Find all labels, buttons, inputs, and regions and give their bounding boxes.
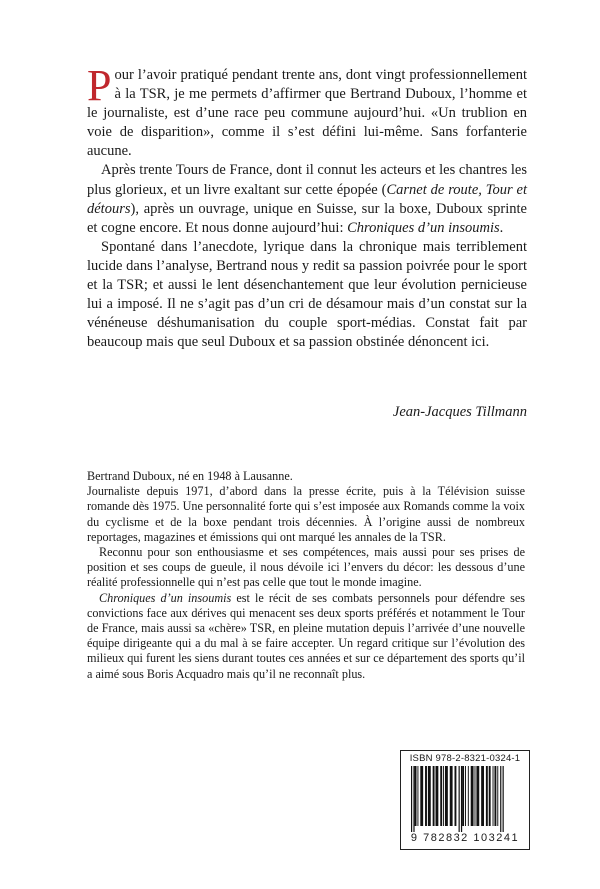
bio-paragraph-book: [87, 591, 525, 682]
bio-paragraph-career: Journaliste depuis 1971, d’abord dans la presse écrite, puis à la Télévision suisse romande dès 1975. Une personnalité forte qui s’est imposée aux Romands comme la voix du cyclisme et de la boxe pendant trois décennies. À l’origine aussi de nombreux reportages, magazines et émissions qui ont marqué les annales de la TSR.: [87, 484, 525, 544]
review-paragraph-1: [87, 61, 527, 161]
review-paragraph-2: [87, 161, 527, 237]
barcode-icon: [405, 766, 525, 832]
barcode-digits: 9 782832 103241: [410, 832, 520, 844]
review-text: [87, 61, 527, 352]
isbn-barcode-box: [400, 750, 530, 850]
review-p2-text-a: Après trente Tours de France, dont il connut les acteurs et les chantres les plus glorieux, et un livre exaltant sur cette épopée (: [87, 162, 527, 198]
review-paragraph-3: Spontané dans l’anecdote, lyrique dans la chronique mais terriblement lucide dans l’analyse, Bertrand nous y redit sa passion poivrée pour le sport et la TSR; et aussi le lent désenchantement que leur évolution pernicieuse lui a imposé. Il ne s’agit pas d’un cri de désamour mais d’un constat sur la vénéneuse déshumanisation du couple sport-médias. Constat fait par beaucoup mais que seul Duboux et sa passion obstinée dénoncent ici.: [87, 238, 527, 351]
book-title-chroniques: Chroniques d’un insoumis: [347, 219, 500, 236]
bio-paragraph-recognition: Reconnu pour son enthousiasme et ses compétences, mais aussi pour ses prises de position et ses coups de gueule, il nous dévoile ici l’envers du décor: les dessous d’une réalité professionnelle qui n’est pas celle que tout le monde imagine.: [87, 545, 525, 590]
review-p1-text: our l’avoir pratiqué pendant trente ans, dont vingt professionnellement à la TSR, je me permets d’affirmer que Bertrand Duboux, l’homme et le journaliste, est d’une race peu commune aujourd’hui. «Un trublion en voie de disparition», comme il s’est défini lui-même. Sans forfanterie aucune.: [87, 67, 527, 160]
author-bio: [87, 469, 525, 682]
bio-book-title: Chroniques d’un insoumis: [99, 590, 232, 605]
review-p2-text-b: ), après un ouvrage, unique en Suisse, sur la boxe, Duboux sprinte et cogne encore. Et nous donne aujourd’hui:: [87, 200, 527, 236]
review-signature: Jean-Jacques Tillmann: [392, 404, 527, 420]
bio-book-text: est le récit de ses combats personnels pour défendre ses convictions face aux dérives qui menacent ses deux sports préférés et notamment le Tour de France, mais aussi sa «chère» TSR, en pleine mutation depuis l’arrivée d’une nouvelle équipe dirigeante qui a du mal à se faire accepter. Un regard critique sur l’évolution des milieux qui furent les siens durant toutes ces années et sur ce département des sports qu’il a aimé sous Boris Acquadro mais qu’il ne reconnaît plus.: [87, 590, 526, 681]
review-p2-end: .: [499, 219, 504, 236]
isbn-label: ISBN 978-2-8321-0324-1: [409, 753, 521, 764]
book-title-carnet: Carnet de route, Tour et détours: [87, 181, 527, 217]
drop-cap: P: [87, 61, 112, 110]
bio-line-birth: Bertrand Duboux, né en 1948 à Lausanne.: [87, 469, 293, 483]
